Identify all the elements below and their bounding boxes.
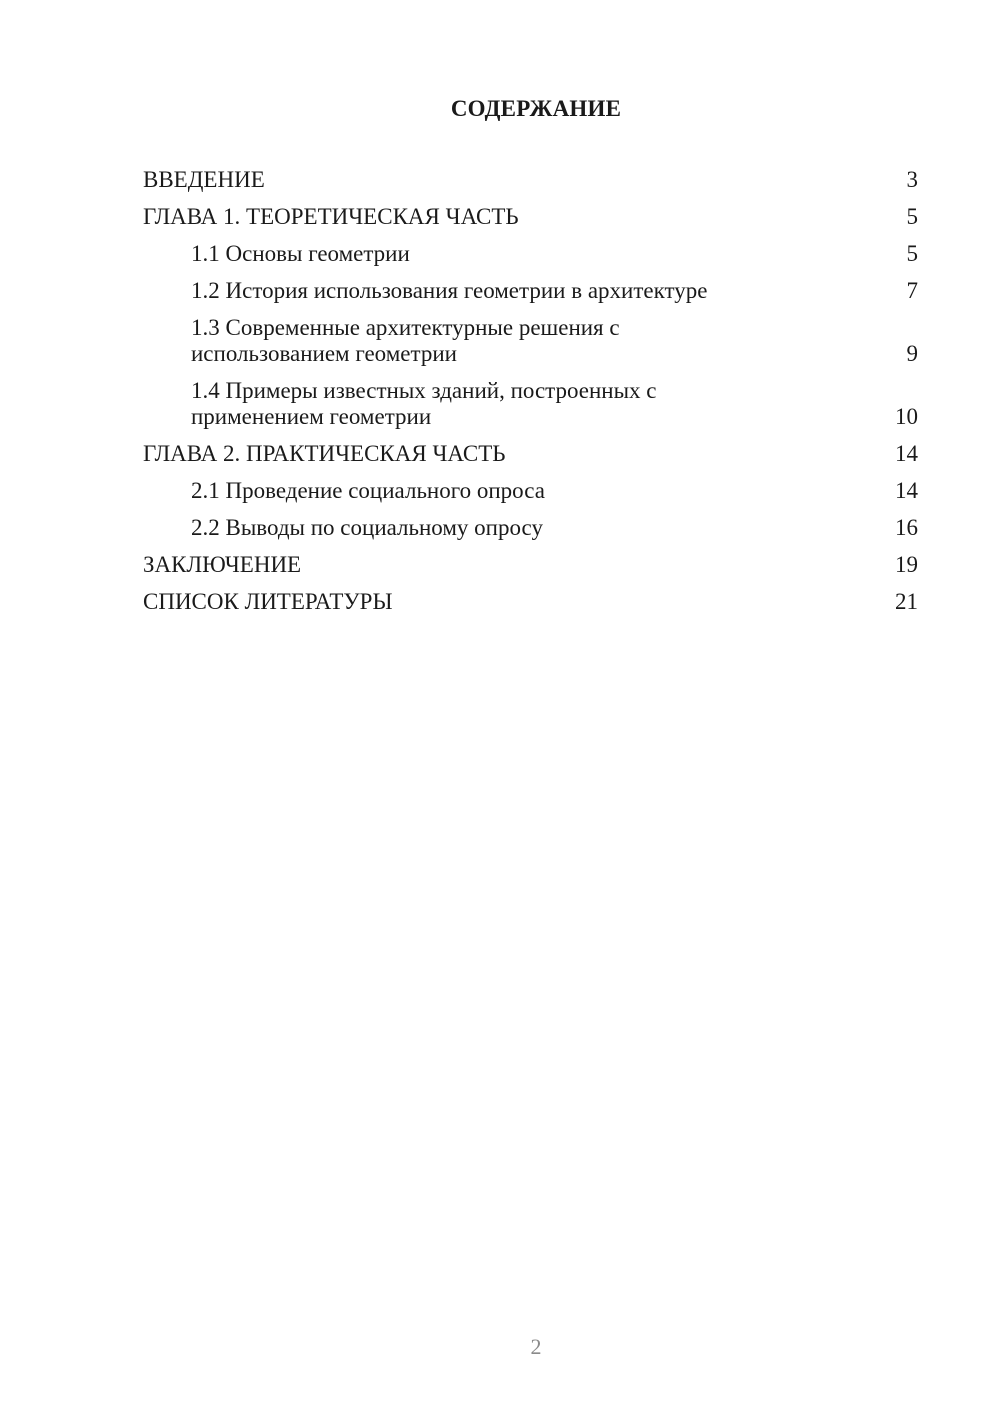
toc-entry-section-2-2[interactable] xyxy=(143,515,918,541)
toc-entry-references[interactable] xyxy=(143,589,918,615)
toc-entry-label: 2.1 Проведение социального опроса xyxy=(191,478,545,503)
toc-entry-label: ГЛАВА 2. ПРАКТИЧЕСКАЯ ЧАСТЬ xyxy=(143,441,506,466)
toc-entry-section-1-4[interactable] xyxy=(143,378,918,430)
toc-entry-page: 14 xyxy=(895,478,918,503)
toc-entry-label: 2.2 Выводы по социальному опросу xyxy=(191,515,543,540)
toc-entry-page: 19 xyxy=(895,552,918,577)
toc-entry-label: 1.1 Основы геометрии xyxy=(191,241,410,266)
toc-entry-page: 7 xyxy=(906,278,918,303)
toc-entry-section-1-1[interactable] xyxy=(143,241,918,267)
toc-entry-page: 21 xyxy=(895,589,918,614)
toc-entry-label: ЗАКЛЮЧЕНИЕ xyxy=(143,552,302,577)
toc-entry-page: 3 xyxy=(906,167,918,192)
toc-entry-chapter-1[interactable] xyxy=(143,204,918,230)
toc-entry-label: 1.4 Примеры известных зданий, построенных с применением геометрии xyxy=(191,378,657,429)
toc-entry-label: ГЛАВА 1. ТЕОРЕТИЧЕСКАЯ ЧАСТЬ xyxy=(143,204,519,229)
toc-entry-label: 1.3 Современные архитектурные решения с использованием геометрии xyxy=(191,315,620,366)
toc-entry-chapter-2[interactable] xyxy=(143,441,918,467)
toc-entry-page: 5 xyxy=(906,204,918,229)
toc-entry-page: 10 xyxy=(895,404,918,429)
toc-entry-label: ВВЕДЕНИЕ xyxy=(143,167,265,192)
toc-entry-section-1-3[interactable] xyxy=(143,315,918,367)
toc-entry-page: 14 xyxy=(895,441,918,466)
page-title: СОДЕРЖАНИЕ xyxy=(450,96,622,121)
table-of-contents xyxy=(143,167,918,626)
toc-entry-page: 9 xyxy=(906,341,918,366)
toc-entry-label: 1.2 История использования геометрии в архитектуре xyxy=(191,278,708,303)
page-number: 2 xyxy=(530,1334,542,1359)
toc-entry-section-1-2[interactable] xyxy=(143,278,918,304)
toc-entry-label: СПИСОК ЛИТЕРАТУРЫ xyxy=(143,589,393,614)
toc-entry-introduction[interactable] xyxy=(143,167,918,193)
toc-entry-section-2-1[interactable] xyxy=(143,478,918,504)
toc-entry-conclusion[interactable] xyxy=(143,552,918,578)
toc-entry-page: 16 xyxy=(895,515,918,540)
toc-entry-page: 5 xyxy=(906,241,918,266)
